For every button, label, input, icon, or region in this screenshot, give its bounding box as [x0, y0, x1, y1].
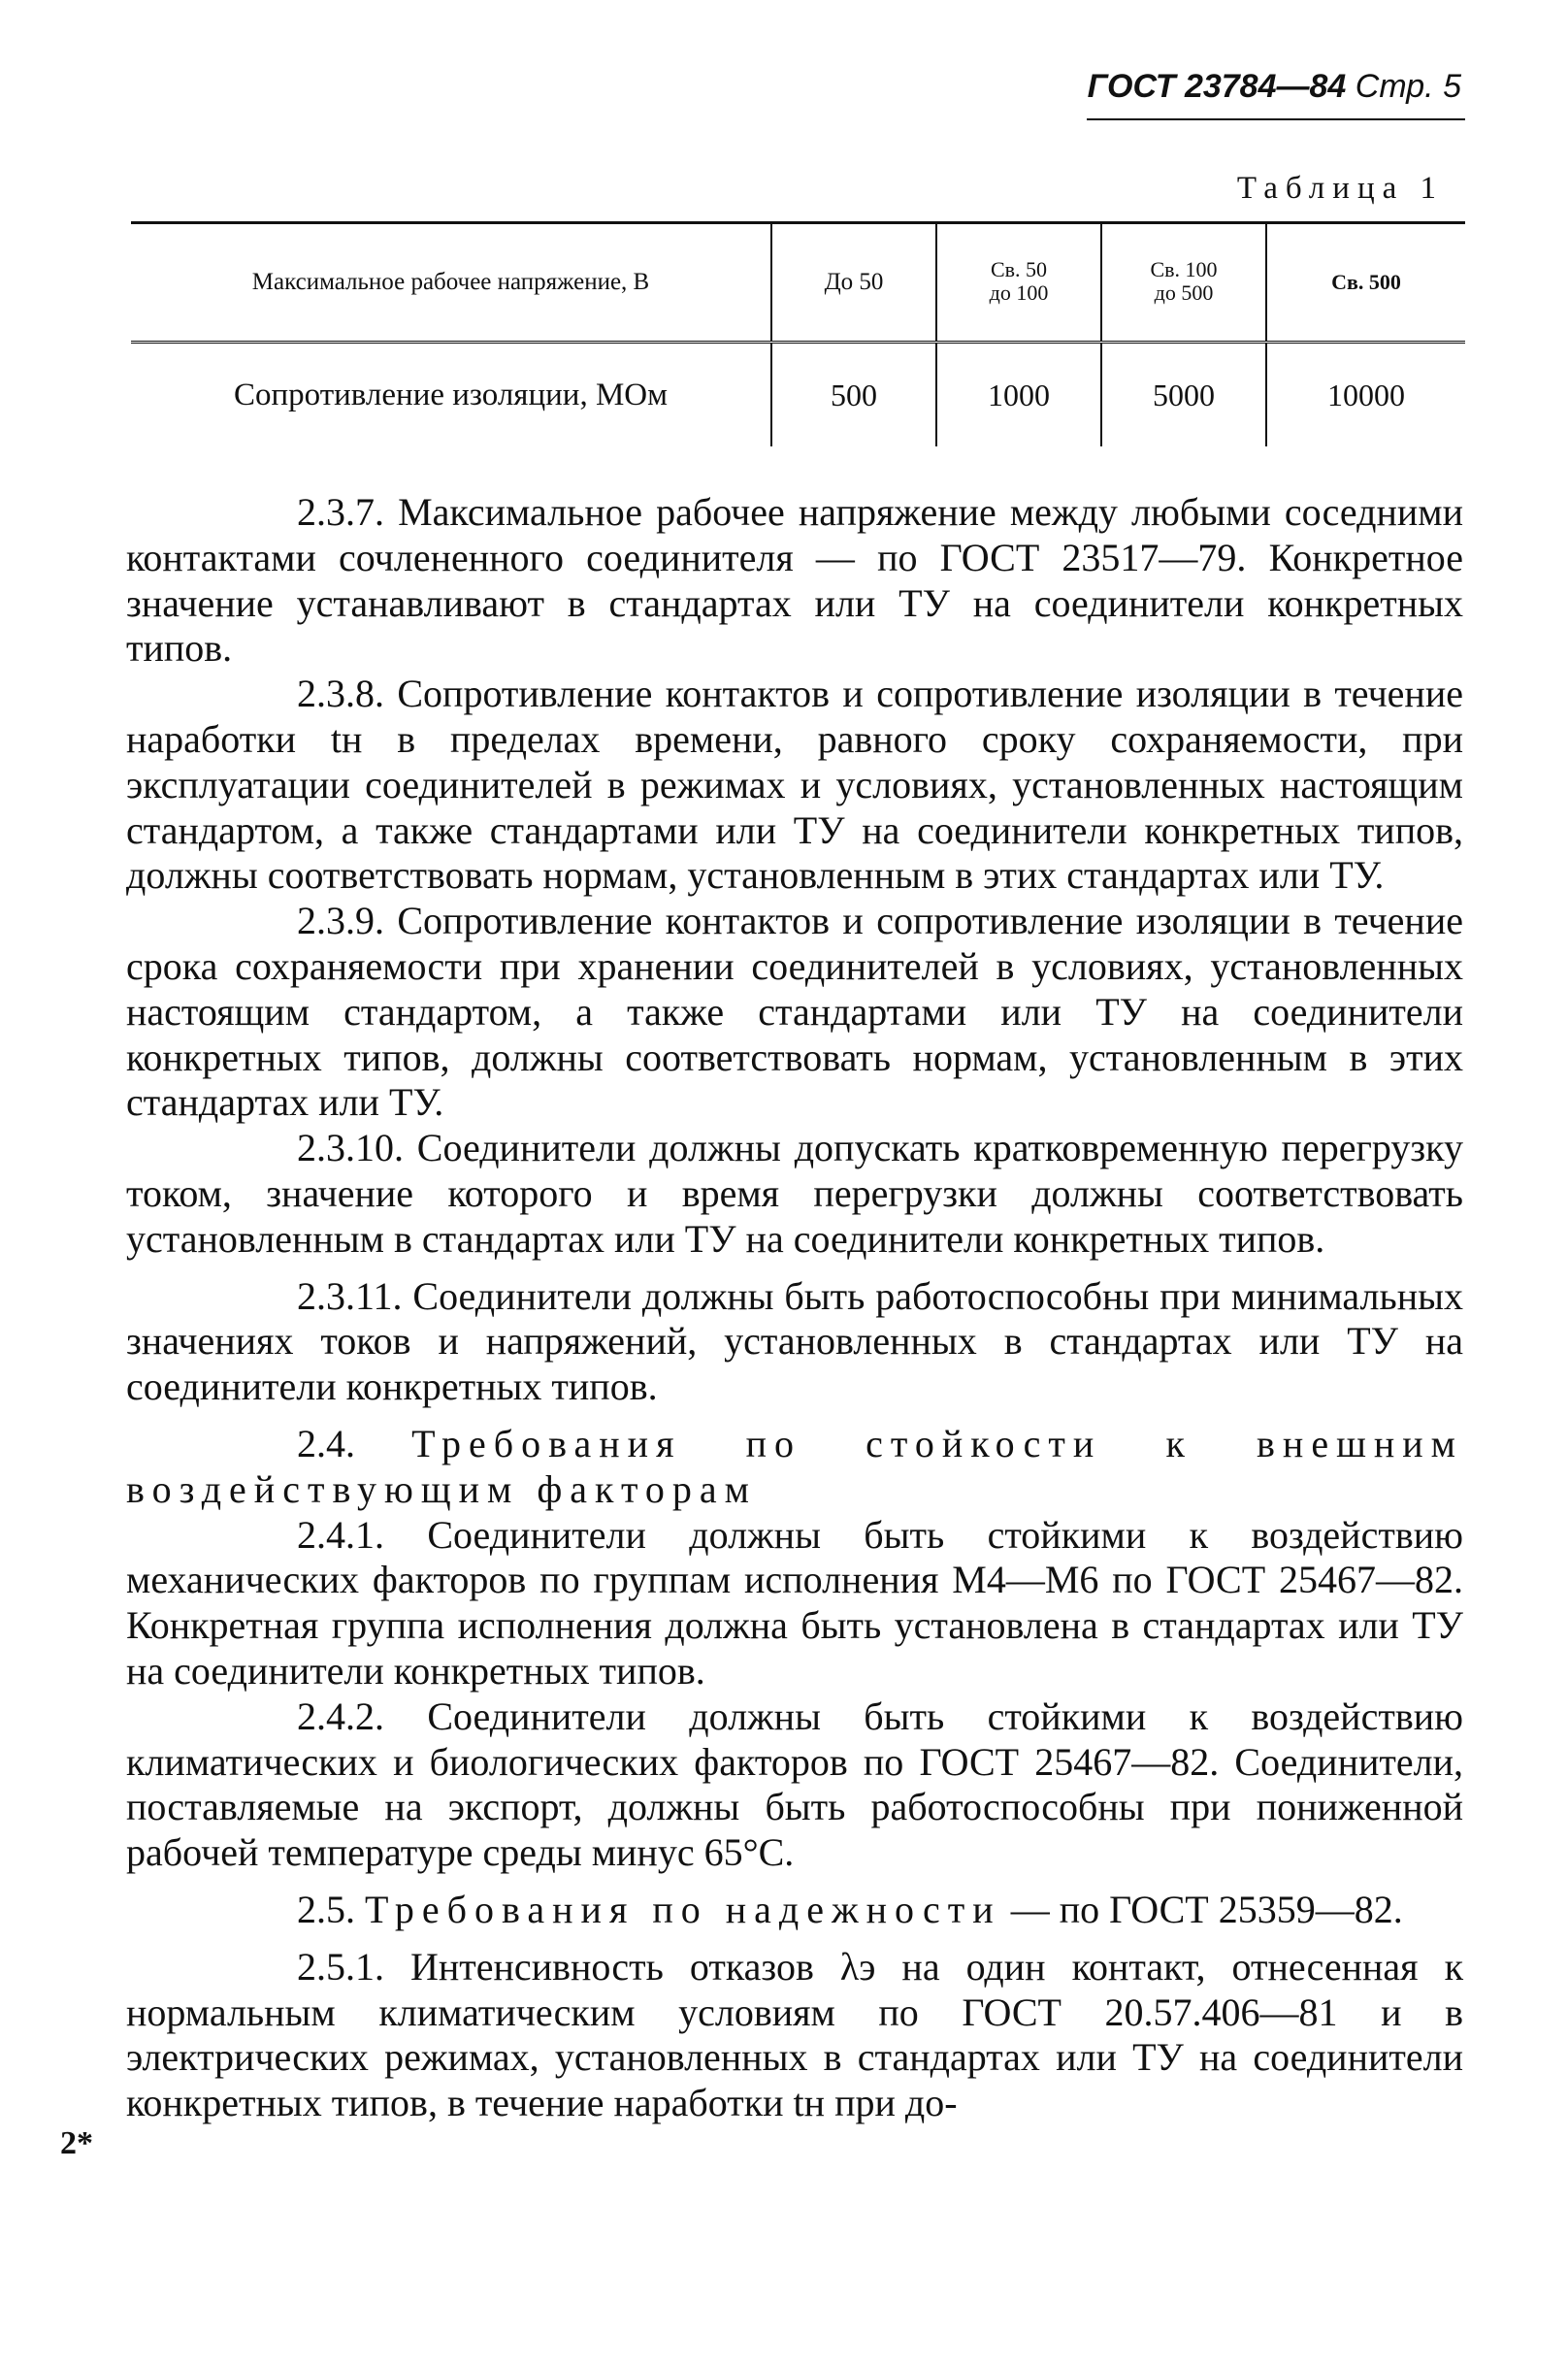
section-2-4-number: 2.4. — [297, 1421, 355, 1465]
cell-value: 5000 — [1101, 343, 1266, 447]
header-50-100-line2: до 100 — [989, 280, 1049, 305]
page-number: Стр. 5 — [1355, 68, 1461, 105]
header-50-100 — [936, 223, 1101, 343]
paragraph-2-3-7: 2.3.7. Максимальное рабочее напряжение между любыми соседними контактами сочлененного соединителя — по ГОСТ 23517—79. Конкретное значение устанавливают в стандартах или ТУ на соединители конкретных типов. — [126, 490, 1463, 671]
voltage-resistance-table — [131, 221, 1465, 446]
cell-value: 10000 — [1266, 343, 1465, 447]
paragraph-2-3-9: 2.3.9. Сопротивление контактов и сопротивление изоляции в течение срока сохраняемости при хранении соединителей в условиях, установленных настоящим стандартом, а также стандартами или ТУ на соединители конкретных типов, должны соответствовать нормам, установленным в этих стандартах или ТУ. — [126, 899, 1463, 1125]
header-upto-50: До 50 — [771, 223, 936, 343]
paragraph-2-5-1: 2.5.1. Интенсивность отказов λэ на один контакт, отнесенная к нормальным климатическим условиям по ГОСТ 20.57.406—81 и в электрических режимах, установленных в стандартах или ТУ на соединители конкретных типов, в течение наработки tн при до- — [126, 1944, 1463, 2125]
cell-value: 1000 — [936, 343, 1101, 447]
paragraph-2-3-8: 2.3.8. Сопротивление контактов и сопротивление изоляции в течение наработки tн в пределах времени, равного сроку сохраняемости, при эксплуатации соединителей в режимах и условиях, установленных настоящим стандартом, а также стандартами или ТУ на соединители конкретных типов, должны соответствовать нормам, установленным в этих стандартах или ТУ. — [126, 672, 1463, 898]
header-rule — [1087, 118, 1465, 120]
header-over-500: Св. 500 — [1266, 223, 1465, 343]
section-2-4-heading — [126, 1422, 1463, 1513]
section-2-5-reference: — по ГОСТ 25359—82. — [1010, 1887, 1403, 1931]
section-2-5-heading — [126, 1888, 1463, 1933]
section-2-4-title: Требования по стойкости к внешним воздействующим факторам — [126, 1421, 1463, 1511]
paragraph-2-4-2: 2.4.2. Соединители должны быть стойкими к воздействию климатических и биологических факторов по ГОСТ 25467—82. Соединители, поставляемые на экспорт, должны быть работоспособны при пониженной рабочей температуре среды минус 65°С. — [126, 1694, 1463, 1875]
row-resistance-label: Сопротивление изоляции, МОм — [233, 377, 669, 412]
section-2-5-title: Требования по надежности — [365, 1887, 1001, 1931]
cell-value: 500 — [771, 343, 936, 447]
body-text — [126, 490, 1463, 2126]
header-50-100-line1: Св. 50 — [990, 257, 1048, 281]
header-100-500 — [1101, 223, 1266, 343]
standard-number: ГОСТ 23784—84 — [1087, 68, 1347, 105]
header-voltage-label: Максимальное рабочее напряжение, В — [251, 269, 650, 295]
signature-mark: 2* — [60, 2125, 93, 2161]
paragraph-2-3-11: 2.3.11. Соединители должны быть работоспособны при минимальных значениях токов и напряжений, установленных в стандартах или ТУ на соединители конкретных типов. — [126, 1273, 1463, 1409]
section-2-5-number: 2.5. — [297, 1887, 355, 1931]
page-header — [1088, 68, 1461, 106]
table-caption: Таблица 1 — [1236, 171, 1444, 206]
paragraph-2-4-1: 2.4.1. Соединители должны быть стойкими к воздействию механических факторов по группам исполнения М4—М6 по ГОСТ 25467—82. Конкретная группа исполнения должна быть установлена в стандартах или ТУ на соединители конкретных типов. — [126, 1512, 1463, 1693]
paragraph-2-3-10: 2.3.10. Соединители должны допускать кратковременную перегрузку током, значение которого и время перегрузки должны соответствовать установленным в стандартах или ТУ на соединители конкретных типов. — [126, 1126, 1463, 1261]
table-row — [131, 343, 1465, 447]
header-100-500-line1: Св. 100 — [1150, 257, 1218, 281]
header-100-500-line2: до 500 — [1154, 280, 1214, 305]
table-header-row — [131, 223, 1465, 343]
